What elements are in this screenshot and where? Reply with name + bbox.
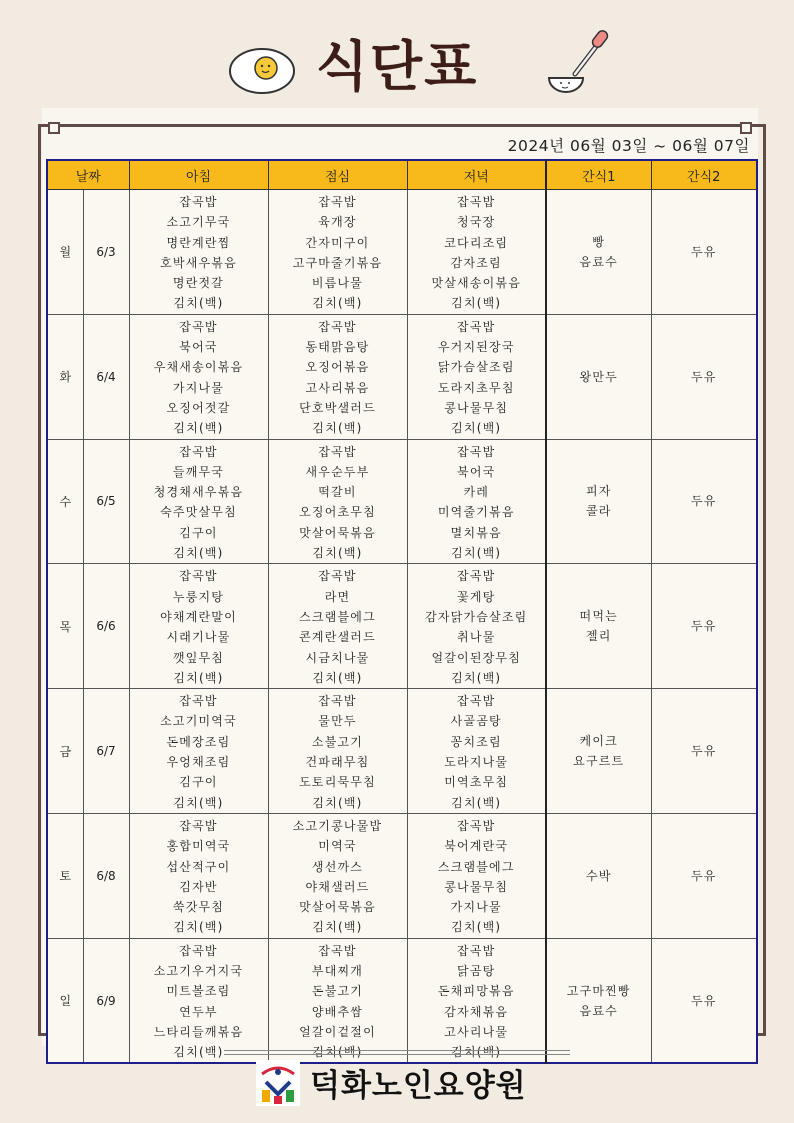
header-breakfast: 아침 (129, 160, 268, 190)
snack1-cell (546, 938, 651, 1063)
menu-item: 미역국 (318, 839, 357, 854)
menu-item: 김치(백) (173, 546, 224, 561)
weekday-cell: 일 (47, 938, 83, 1063)
menu-item: 도라지초무침 (437, 380, 515, 395)
fried-egg-icon (228, 44, 296, 96)
dinner-cell (407, 564, 546, 689)
snack1-cell (546, 564, 651, 689)
menu-item: 돈불고기 (311, 984, 364, 999)
dinner-cell (407, 689, 546, 814)
lunch-cell (268, 439, 407, 564)
snack-item: 젤리 (585, 629, 612, 644)
menu-item: 얼갈이겉절이 (299, 1024, 376, 1039)
menu-item: 감자닭가슴살조림 (425, 609, 528, 624)
menu-item: 잡곡밥 (179, 943, 218, 958)
menu-item: 양배추쌈 (311, 1004, 364, 1019)
breakfast-cell (129, 938, 268, 1063)
weekday-cell: 화 (47, 314, 83, 439)
menu-item: 잡곡밥 (318, 195, 357, 209)
menu-item: 소고기콩나물밥 (292, 818, 383, 833)
menu-item: 우거지된장국 (437, 340, 515, 355)
menu-item: 얼갈이된장무침 (431, 650, 522, 665)
menu-item: 시금치나물 (305, 650, 370, 665)
dinner-cell (407, 439, 546, 564)
menu-item: 닭가슴살조림 (437, 360, 515, 375)
snack2-cell (651, 689, 757, 814)
menu-item: 맛살어묵볶음 (299, 900, 376, 915)
snack1-cell (546, 314, 651, 439)
menu-item: 소불고기 (311, 734, 364, 749)
dinner-cell (407, 314, 546, 439)
menu-item: 잡곡밥 (457, 569, 496, 584)
menu-item: 누룽지탕 (172, 589, 225, 604)
menu-item: 사골곰탕 (450, 714, 502, 729)
date-cell: 6/9 (83, 938, 129, 1063)
menu-item: 깻잎무침 (172, 650, 225, 665)
snack-item: 콜라 (585, 504, 612, 519)
menu-item: 숙주맛살무침 (160, 505, 237, 520)
menu-item: 잡곡밥 (457, 195, 496, 209)
snack-item: 두유 (690, 744, 717, 759)
snack-item: 두유 (690, 868, 717, 883)
menu-item: 청국장 (457, 215, 496, 230)
menu-item: 잡곡밥 (457, 694, 496, 709)
breakfast-cell (129, 314, 268, 439)
menu-item: 취나물 (457, 630, 496, 645)
menu-item: 느타리들깨볶음 (153, 1024, 244, 1039)
menu-item: 새우순두부 (305, 464, 370, 479)
header-dinner: 저녁 (407, 160, 546, 190)
menu-item: 김치(백) (173, 1045, 224, 1060)
table-row (47, 190, 757, 315)
menu-item: 미역초무침 (444, 775, 509, 790)
date-cell: 6/6 (83, 564, 129, 689)
lunch-cell (268, 190, 407, 315)
menu-item: 김치(백) (451, 795, 502, 810)
frame-corner (740, 122, 752, 134)
menu-item: 잡곡밥 (179, 818, 218, 833)
menu-item: 김구이 (179, 775, 218, 790)
menu-item: 떡갈비 (318, 485, 357, 500)
header-date: 날짜 (47, 160, 129, 190)
menu-item: 우채새송이볶음 (153, 360, 244, 375)
menu-item: 김치(백) (173, 296, 224, 311)
date-cell: 6/3 (83, 190, 129, 315)
menu-item: 북어국 (457, 464, 496, 479)
ladle-icon (545, 28, 615, 98)
menu-item: 김치(백) (312, 670, 363, 685)
date-cell: 6/8 (83, 813, 129, 938)
weekday-cell: 수 (47, 439, 83, 564)
weekday-cell: 토 (47, 813, 83, 938)
menu-item: 김치(백) (312, 546, 363, 561)
menu-item: 오징어볶음 (305, 360, 370, 375)
header-lunch: 점심 (268, 160, 407, 190)
menu-item: 야채계란말이 (160, 609, 237, 624)
menu-item: 김치(백) (312, 795, 363, 810)
menu-item: 고사리볶음 (305, 380, 370, 395)
menu-item: 감자조림 (450, 255, 502, 270)
weekday-cell: 목 (47, 564, 83, 689)
menu-item: 연두부 (179, 1004, 218, 1019)
menu-item: 돈채피망볶음 (437, 984, 515, 999)
menu-item: 김치(백) (173, 920, 224, 935)
menu-item: 잡곡밥 (457, 444, 496, 459)
snack-item: 두유 (690, 244, 717, 259)
table-header-row (47, 160, 757, 190)
menu-item: 돈메장조림 (166, 734, 231, 749)
menu-item: 맛살새송이볶음 (431, 276, 522, 291)
snack-item: 두유 (690, 993, 717, 1008)
snack-item: 수박 (585, 868, 612, 883)
menu-item: 시래기나물 (166, 630, 231, 645)
menu-item: 김치(백) (312, 421, 363, 436)
table-row (47, 938, 757, 1063)
snack-item: 요구르트 (573, 754, 625, 769)
facility-name: 덕화노인요양원 (310, 1068, 527, 1104)
menu-item: 김치(백) (173, 421, 224, 436)
date-cell: 6/4 (83, 314, 129, 439)
snack-item: 두유 (690, 369, 717, 384)
lunch-cell (268, 938, 407, 1063)
menu-item: 김치(백) (451, 296, 502, 311)
breakfast-cell (129, 813, 268, 938)
snack2-cell (651, 813, 757, 938)
menu-item: 닭곰탕 (457, 963, 496, 978)
menu-item: 우엉채조림 (166, 755, 231, 770)
table-row (47, 813, 757, 938)
table-body (47, 190, 757, 1064)
snack-item: 두유 (690, 494, 717, 509)
menu-item: 고사리나물 (444, 1024, 509, 1039)
snack-item: 음료수 (579, 254, 618, 269)
menu-item: 콩나물무침 (444, 879, 509, 894)
date-cell: 6/7 (83, 689, 129, 814)
breakfast-cell (129, 689, 268, 814)
snack1-cell (546, 190, 651, 315)
lunch-cell (268, 689, 407, 814)
snack-item: 왕만두 (579, 369, 618, 384)
menu-item: 김자반 (179, 879, 218, 894)
menu-item: 콩나물무침 (444, 400, 509, 415)
menu-item: 오징어젓갈 (166, 400, 231, 415)
menu-item: 오징어초무침 (299, 505, 376, 520)
dinner-cell (407, 938, 546, 1063)
menu-item: 잡곡밥 (318, 444, 357, 459)
menu-item: 김치(백) (451, 920, 502, 935)
menu-item: 소고기우거지국 (153, 963, 244, 978)
dinner-cell (407, 190, 546, 315)
menu-item: 잡곡밥 (179, 319, 218, 334)
snack2-cell (651, 190, 757, 315)
meal-plan-table (46, 159, 758, 1064)
header-snack1: 간식1 (546, 160, 651, 190)
menu-item: 멸치볶음 (450, 525, 502, 540)
weekday-cell: 월 (47, 190, 83, 315)
menu-item: 도토리묵무침 (299, 775, 376, 790)
snack-item: 두유 (690, 619, 717, 634)
menu-item: 잡곡밥 (179, 694, 218, 709)
menu-item: 생선까스 (311, 859, 364, 874)
snack1-cell (546, 439, 651, 564)
snack-item: 고구마찐빵 (566, 983, 631, 998)
menu-item: 꽁치조림 (450, 734, 502, 749)
menu-item: 미트볼조림 (166, 984, 231, 999)
lunch-cell (268, 813, 407, 938)
breakfast-cell (129, 564, 268, 689)
menu-item: 김치(백) (451, 670, 502, 685)
snack-item: 피자 (585, 484, 612, 499)
header-snack2: 간식2 (651, 160, 757, 190)
frame-corner (48, 122, 60, 134)
menu-item: 야채샐러드 (305, 879, 370, 894)
date-cell: 6/5 (83, 439, 129, 564)
menu-item: 고구마줄기볶음 (292, 255, 383, 270)
menu-item: 잡곡밥 (457, 319, 496, 334)
menu-item: 김치(백) (312, 1045, 363, 1060)
snack-item: 떠먹는 (579, 609, 618, 624)
menu-item: 도라지나물 (444, 755, 509, 770)
menu-item: 비름나물 (311, 276, 364, 291)
menu-item: 잡곡밥 (179, 569, 218, 584)
footer-divider (224, 1054, 570, 1055)
snack2-cell (651, 564, 757, 689)
menu-item: 카레 (463, 485, 490, 500)
menu-item: 북어국 (179, 340, 218, 355)
menu-item: 김구이 (179, 525, 218, 540)
menu-item: 단호박샐러드 (299, 400, 376, 415)
menu-item: 잡곡밥 (318, 319, 357, 334)
menu-item: 들깨무국 (172, 464, 225, 479)
menu-item: 미역줄기볶음 (437, 505, 515, 520)
snack-item: 빵 (592, 234, 606, 249)
menu-item: 명란젓갈 (172, 276, 225, 291)
menu-item: 라면 (324, 589, 351, 604)
menu-item: 꽃게탕 (457, 589, 496, 604)
menu-item: 김치(백) (312, 296, 363, 311)
menu-item: 북어계란국 (444, 839, 509, 854)
table-row (47, 564, 757, 689)
menu-item: 스크램블에그 (299, 609, 376, 624)
breakfast-cell (129, 190, 268, 315)
menu-item: 가지나물 (172, 380, 225, 395)
table-row (47, 439, 757, 564)
snack-item: 음료수 (579, 1003, 618, 1018)
snack1-cell (546, 813, 651, 938)
menu-item: 김치(백) (312, 920, 363, 935)
menu-item: 스크램블에그 (437, 859, 515, 874)
menu-item: 잡곡밥 (318, 694, 357, 709)
menu-item: 콘계란샐러드 (299, 630, 376, 645)
breakfast-cell (129, 439, 268, 564)
snack1-cell (546, 689, 651, 814)
menu-item: 섭산적구이 (166, 859, 231, 874)
menu-item: 김치(백) (451, 1045, 502, 1060)
dinner-cell (407, 813, 546, 938)
footer-divider (224, 1050, 570, 1051)
menu-item: 건파래무침 (305, 755, 370, 770)
menu-item: 맛살어묵볶음 (299, 525, 376, 540)
snack2-cell (651, 314, 757, 439)
menu-item: 잡곡밥 (457, 943, 496, 958)
lunch-cell (268, 314, 407, 439)
menu-item: 감자채볶음 (444, 1004, 509, 1019)
menu-item: 소고기미역국 (160, 714, 237, 729)
menu-item: 물만두 (318, 714, 357, 729)
menu-item: 청경채새우볶음 (153, 485, 244, 500)
lunch-cell (268, 564, 407, 689)
menu-item: 잡곡밥 (179, 444, 218, 459)
date-range: 2024년 06월 03일 ~ 06월 07일 (507, 137, 750, 155)
menu-item: 부대찌개 (311, 963, 364, 978)
table-row (47, 314, 757, 439)
snack2-cell (651, 938, 757, 1063)
menu-item: 김치(백) (451, 421, 502, 436)
snack-item: 케이크 (579, 734, 618, 749)
menu-item: 육개장 (318, 215, 357, 230)
menu-item: 잡곡밥 (457, 818, 496, 833)
menu-item: 김치(백) (451, 546, 502, 561)
menu-item: 홍합미역국 (166, 839, 231, 854)
facility-logo-icon (256, 1060, 300, 1106)
menu-item: 잡곡밥 (318, 943, 357, 958)
page-title: 식단표 (315, 35, 479, 98)
menu-item: 쑥갓무침 (172, 900, 225, 915)
menu-item: 소고기무국 (166, 215, 231, 230)
menu-item: 가지나물 (450, 900, 502, 915)
snack2-cell (651, 439, 757, 564)
menu-item: 김치(백) (173, 795, 224, 810)
menu-item: 간자미구이 (305, 235, 370, 250)
menu-item: 동태맑음탕 (305, 340, 370, 355)
menu-item: 명란계란찜 (166, 235, 231, 250)
menu-item: 호박새우볶음 (160, 255, 237, 270)
menu-item: 잡곡밥 (318, 569, 357, 584)
menu-item: 코다리조림 (444, 235, 509, 250)
menu-item: 김치(백) (173, 670, 224, 685)
menu-item: 잡곡밥 (179, 195, 218, 209)
table-row (47, 689, 757, 814)
weekday-cell: 금 (47, 689, 83, 814)
